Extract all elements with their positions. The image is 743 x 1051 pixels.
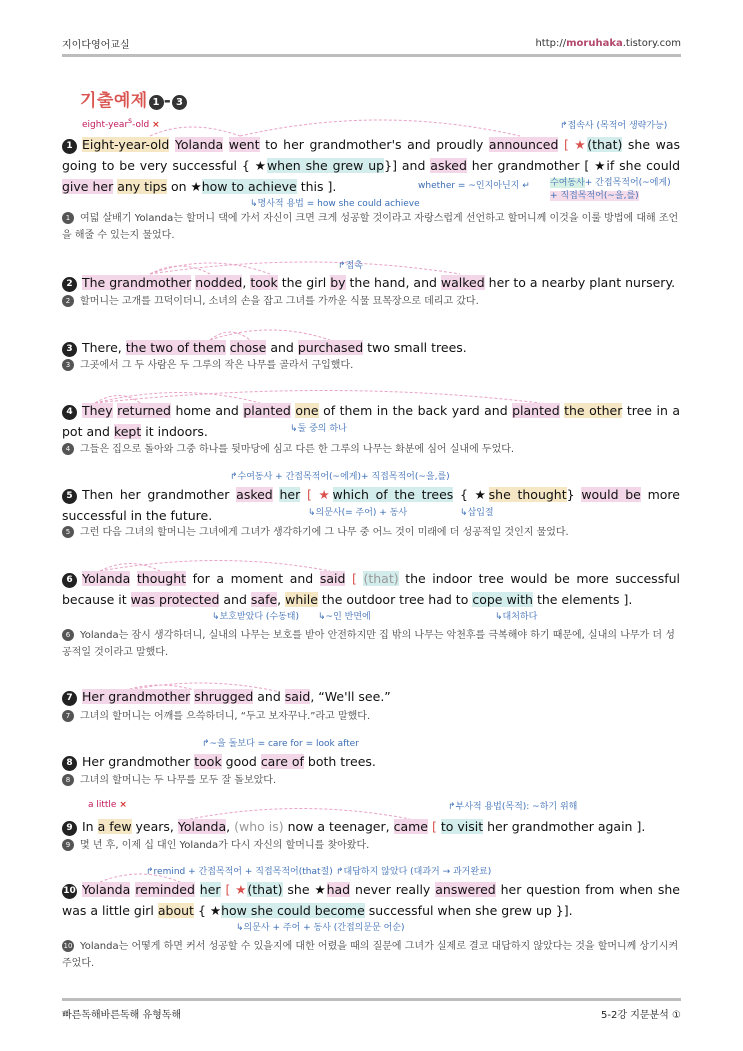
- note-contact: ↱접촉: [338, 261, 363, 271]
- header-left: 지이다영어교실: [62, 39, 130, 51]
- note-indirect-question: ↳의문사 + 주어 + 동사 (간접의문문 어순): [236, 923, 405, 933]
- page-header: [62, 34, 681, 52]
- page-footer: [62, 1006, 681, 1021]
- translation-5: 5 그런 다음 그녀의 할머니는 그녀에게 그녀가 생각하기에 그 나무 중 어느 것이 미래에 더 성공적일 것인지 물었다.: [62, 524, 680, 541]
- footer-left: 빠른독해바른독해 유형독해: [62, 1010, 182, 1021]
- footer-right: 5-2강 지문분석 ①: [601, 1010, 681, 1021]
- translation-9: 9 몇 년 후, 이제 십 대인 Yolanda가 다시 자신의 할머니를 찾아왔다.: [62, 837, 680, 854]
- translation-6: 6 Yolanda는 잠시 생각하더니, 실내의 나무는 보호를 받아 안전하지만 집 밖의 나무는 악천후를 극복해야 하기 때문에, 실내의 나무가 더 성공적일 것이라고 말했다.: [62, 630, 675, 658]
- sentence-3: 3 There, the two of them chose and purchased two small trees.: [62, 337, 680, 358]
- header-divider: [62, 54, 681, 57]
- sentence-8: 8 Her grandmother took good care of both trees.: [62, 751, 680, 772]
- note-cope-with: ↳대처하다: [495, 612, 538, 622]
- note-noun-usage: ↳명사적 용법 = how she could achieve: [250, 199, 420, 209]
- translation-7: 7 그녀의 할머니는 어깨를 으쓱하더니, “두고 보자꾸나.”라고 말했다.: [62, 708, 680, 725]
- note-inserted-clause: ↳삽입절: [460, 508, 494, 518]
- header-url[interactable]: http://moruhaka.tistory.com: [535, 37, 681, 49]
- sentence-5: 5 Then her grandmother asked her [ ★which of the trees { ★she thought} would be more successful in the future.: [62, 487, 680, 523]
- sentence-7: 7 Her grandmother shrugged and said, “We'll see.”: [62, 686, 680, 707]
- note-interrogative-5: ↳의문사(= 주어) + 동사: [308, 508, 408, 518]
- translation-1: 1 여덟 살배기 Yolanda는 할머니 댁에 가서 자신이 크면 크게 성공할 것이라고 자랑스럽게 선언하고 할머니께 이것을 이룰 방법에 대해 조언을 해줄 수 있는지 물었다.: [62, 213, 679, 241]
- sentence-1: 1 Eight-year-old Yolanda went to her grandmother's and proudly announced [ ★(that) she was going to be very successful { ★when she grew up}] and asked her grandmother [ ★if she could give her any tips on ★how to achieve this ].: [62, 137, 681, 194]
- note-a-little: a little ×: [88, 800, 127, 810]
- sentence-2: 2 The grandmother nodded, took the girl by the hand, and walked her to a nearby plant nursery.: [62, 272, 680, 293]
- note-conjunction: ↱접속사 (목적어 생략가능): [560, 121, 668, 131]
- translation-4: 4 그들은 집으로 돌아와 그중 하나를 뒷마당에 심고 다른 한 그루의 나무는 화분에 심어 실내에 두었다.: [62, 441, 680, 458]
- sentence-10: 10 Yolanda reminded her [ ★(that) she ★had never really answered her question from when she was a little girl about { ★how she could become successful when she grew up }].: [62, 882, 680, 918]
- sentence-9: 9 In a few years, Yolanda, (who is) now a teenager, came [ to visit her grandmother again ].: [62, 816, 680, 837]
- sentence-4: 4 They returned home and planted one of them in the back yard and planted the other tree in a pot and kept it indoors.: [62, 403, 680, 439]
- note-dative-verb-5: ↱수여동사 + 간접목적어(~에게)+ 직접목적어(~을,를): [230, 472, 450, 482]
- note-eight-year-old: eight-year$^s$-old ×: [82, 116, 160, 130]
- translation-3: 3 그곳에서 그 두 사람은 두 그루의 작은 나무를 골라서 구입했다.: [62, 357, 680, 374]
- note-passive: ↳보호받았다 (수동태): [212, 612, 299, 622]
- sentence-6: 6 Yolanda thought for a moment and said [ (that) the indoor tree would be more successful because it was protected and safe, while the outdoor tree had to cope with the elements ].: [62, 571, 681, 607]
- note-remind: ↱remind + 간접목적어 + 직접목적어(that절): [146, 867, 333, 877]
- note-whether: whether = ~인지아닌지 ↵: [418, 181, 530, 191]
- footer-divider: [62, 998, 681, 1001]
- note-past-perfect: ↱대답하지 않았다 (대과거 → 과거완료): [336, 867, 492, 877]
- note-dative-verb-1: 수여동사+ 간접목적어(~에게): [550, 178, 671, 188]
- note-while: ↳~인 반면에: [318, 612, 371, 622]
- page-title: 기출예제 1 - 3: [80, 86, 187, 111]
- note-direct-object-1: + 직접목적어(~을,를): [550, 191, 639, 201]
- translation-8: 8 그녀의 할머니는 두 나무를 모두 잘 돌보았다.: [62, 772, 680, 789]
- note-adverbial-usage: ↱부사적 용법(목적): ~하기 위해: [448, 802, 578, 812]
- note-take-care-of: ↱~을 돌보다 = care for = look after: [202, 739, 359, 749]
- translation-2: 2 할머니는 고개를 끄덕이더니, 소녀의 손을 잡고 그녀를 가까운 식물 묘목장으로 데리고 갔다.: [62, 293, 680, 310]
- note-one-of-two: ↳둘 중의 하나: [290, 424, 347, 434]
- translation-10: 10 Yolanda는 어떻게 하면 커서 성공할 수 있을지에 대한 어렸을 때의 질문에 그녀가 실제로 결코 대답하지 않았다는 것을 할머니께 상기시켜주었다.: [62, 941, 679, 969]
